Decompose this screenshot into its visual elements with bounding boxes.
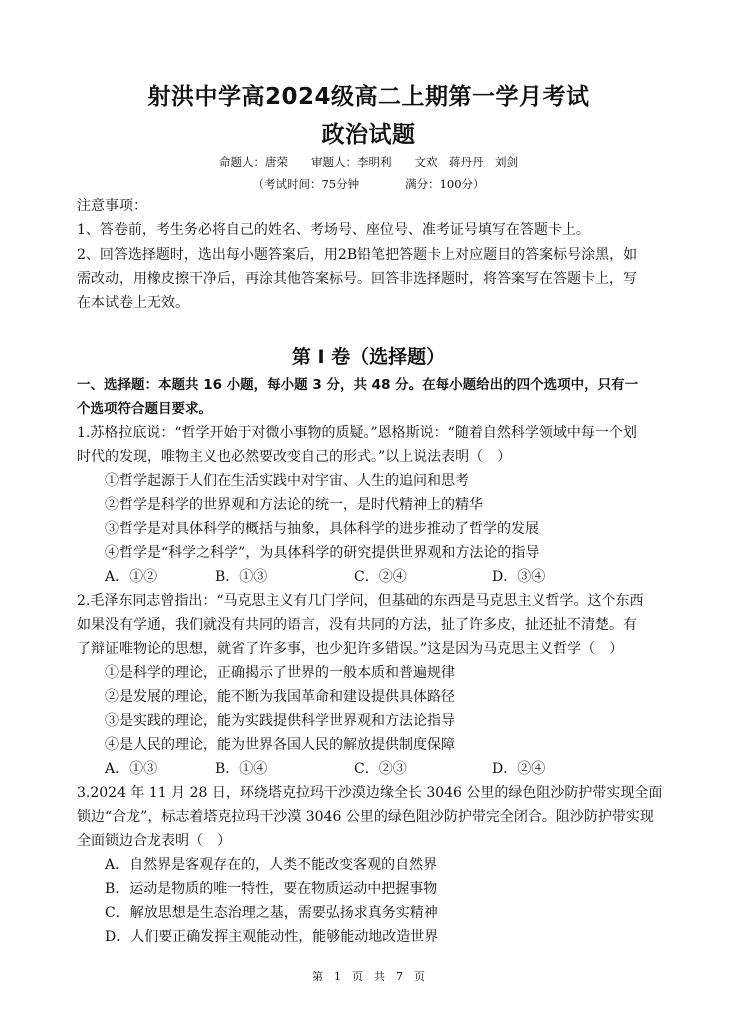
- section-instructions: 一、选择题：本题共 16 小题，每小题 3 分，共 48 分。在每小题给出的四个选项中，只有一: [77, 377, 639, 393]
- question-2-statement-2: ②是发展的理论，能不断为我国革命和建设提供具体路径: [105, 689, 455, 705]
- section-title: 第 I 卷（选择题）: [291, 346, 446, 368]
- notice-item-1: 1、答卷前，考生务必将自己的姓名、考场号、座位号、准考证号填写在答题卡上。: [77, 222, 590, 238]
- question-1-option-c[interactable]: C．②④: [354, 569, 407, 585]
- question-3-option-b[interactable]: B．运动是物质的唯一特性，要在物质运动中把握事物: [105, 881, 438, 897]
- authors-line: 命题人：唐荣 审题人：李明利 文欢 蒋丹丹 刘剑: [219, 155, 518, 169]
- section-instructions-cont: 个选项符合题目要求。: [77, 401, 212, 417]
- question-3-stem-end: 全面锁边合龙表明（ ）: [77, 833, 231, 849]
- question-2-stem-cont: 如果没有学通，我们就没有共同的语言，没有共同的方法，扯了许多皮，扯还扯不清楚。有: [77, 617, 637, 633]
- question-3-stem-cont: 锁边“合龙”，标志着塔克拉玛干沙漠 3046 公里的绿色阻沙防护带完全闭合。阻沙防护带实现: [77, 809, 654, 825]
- exam-subject: 政治试题: [321, 122, 416, 148]
- question-1-option-b[interactable]: B．①③: [215, 569, 268, 585]
- question-1-statement-3: ③哲学是对具体科学的概括与抽象，具体科学的进步推动了哲学的发展: [105, 521, 539, 537]
- question-2-statement-4: ④是人民的理论，能为世界各国人民的解放提供制度保障: [105, 737, 455, 753]
- question-2-statement-3: ③是实践的理论，能为实践提供科学世界观和方法论指导: [105, 713, 455, 729]
- question-3-option-a[interactable]: A．自然界是客观存在的，人类不能改变客观的自然界: [105, 857, 438, 873]
- question-1-statement-1: ①哲学起源于人们在生活实践中对宇宙、人生的追问和思考: [105, 473, 469, 489]
- question-2-option-b[interactable]: B．①④: [215, 761, 268, 777]
- question-1-stem: 1.苏格拉底说：“哲学开始于对微小事物的质疑。”恩格斯说：“随着自然科学领域中每一个划: [77, 425, 637, 441]
- page-footer: 第 1 页 共 7 页: [312, 970, 425, 983]
- question-3-stem: 3.2024 年 11 月 28 日，环绕塔克拉玛干沙漠边缘全长 3046 公里的绿色阻沙防护带实现全面: [77, 785, 663, 801]
- exam-info: （考试时间：75分钟 满分：100分）: [252, 177, 485, 191]
- question-1-option-a[interactable]: A．①②: [105, 569, 158, 585]
- question-3-option-d[interactable]: D．人们要正确发挥主观能动性，能够能动地改造世界: [105, 929, 439, 945]
- question-2-option-c[interactable]: C．②③: [354, 761, 407, 777]
- question-2-stem: 2.毛泽东同志曾指出：“马克思主义有几门学问，但基础的东西是马克思主义哲学。这个东西: [77, 593, 644, 609]
- question-2-statement-1: ①是科学的理论，正确揭示了世界的一般本质和普遍规律: [105, 665, 455, 681]
- notice-item-2-end: 在本试卷上无效。: [77, 295, 189, 311]
- question-2-option-d[interactable]: D．②④: [492, 761, 546, 777]
- question-2-stem-end: 了辩证唯物论的思想，就省了许多事，也少犯许多错误。”这是因为马克思主义哲学（ ）: [77, 641, 624, 657]
- question-3-option-c[interactable]: C．解放思想是生态治理之基，需要弘扬求真务实精神: [105, 905, 438, 921]
- notice-heading: 注意事项：: [77, 198, 147, 214]
- question-2-option-a[interactable]: A．①③: [105, 761, 158, 777]
- question-1-statement-4: ④哲学是“科学之科学”，为具体科学的研究提供世界观和方法论的指导: [105, 545, 540, 561]
- question-1-statement-2: ②哲学是科学的世界观和方法论的统一，是时代精神上的精华: [105, 497, 483, 513]
- exam-title: 射洪中学高2024级高二上期第一学月考试: [147, 84, 590, 110]
- notice-item-2-cont: 需改动，用橡皮擦干净后，再涂其他答案标号。回答非选择题时，将答案写在答题卡上，写: [77, 271, 637, 287]
- question-1-stem-cont: 时代的发现，唯物主义也必然要改变自己的形式。”以上说法表明（ ）: [77, 449, 512, 465]
- notice-item-2: 2、回答选择题时，选出每小题答案后，用2B铅笔把答题卡上对应题目的答案标号涂黑，如: [77, 247, 638, 263]
- question-1-option-d[interactable]: D．③④: [492, 569, 546, 585]
